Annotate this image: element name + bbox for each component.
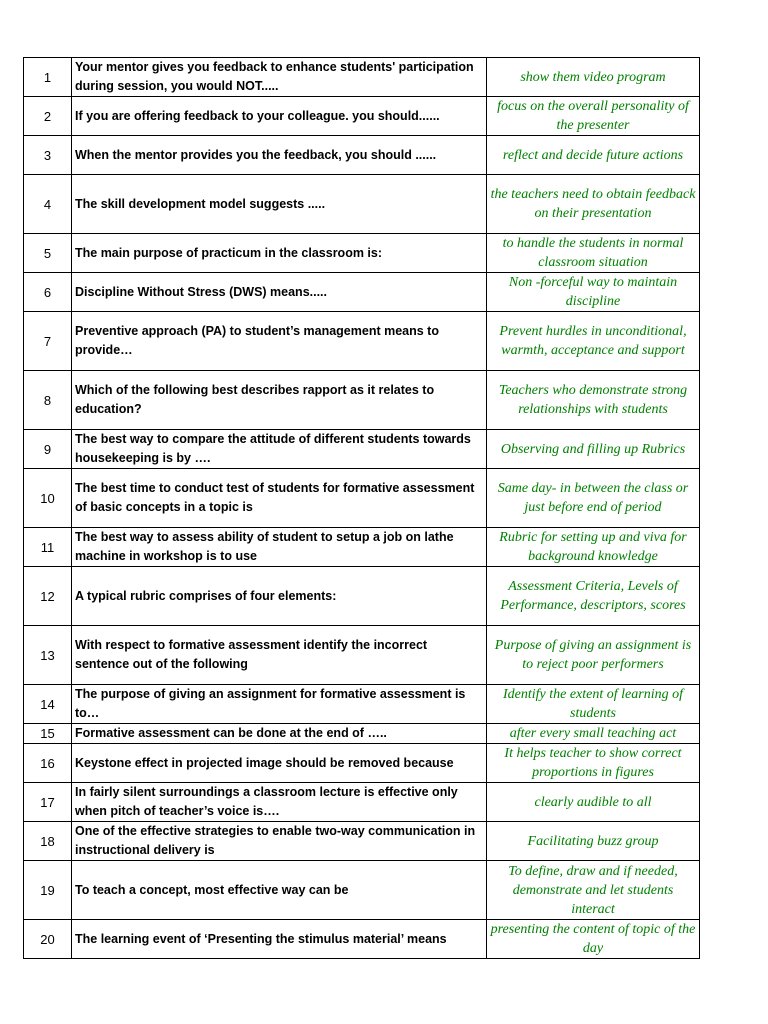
question-text: A typical rubric comprises of four elements: [72, 567, 487, 626]
table-row [24, 724, 700, 744]
question-text: The best way to compare the attitude of different students towards housekeeping is by …. [72, 430, 487, 469]
table-row [24, 430, 700, 469]
answer-text: Purpose of giving an assignment is to reject poor performers [487, 626, 700, 685]
question-text: Keystone effect in projected image should be removed because [72, 744, 487, 783]
answer-text: the teachers need to obtain feedback on their presentation [487, 175, 700, 234]
question-text: Your mentor gives you feedback to enhance students' participation during session, you would NOT..... [72, 58, 487, 97]
question-text: Preventive approach (PA) to student’s management means to provide… [72, 312, 487, 371]
answer-text: Facilitating buzz group [487, 822, 700, 861]
question-number: 3 [24, 136, 72, 175]
table-row [24, 567, 700, 626]
question-text: The purpose of giving an assignment for formative assessment is to… [72, 685, 487, 724]
answer-text: It helps teacher to show correct proportions in figures [487, 744, 700, 783]
qa-table [23, 57, 700, 959]
table-row [24, 744, 700, 783]
question-text: Discipline Without Stress (DWS) means..... [72, 273, 487, 312]
table-row [24, 234, 700, 273]
question-number: 15 [24, 724, 72, 744]
answer-text: reflect and decide future actions [487, 136, 700, 175]
question-text: One of the effective strategies to enable two-way communication in instructional delivery is [72, 822, 487, 861]
table-row [24, 822, 700, 861]
table-row [24, 58, 700, 97]
table-row [24, 626, 700, 685]
table-row [24, 469, 700, 528]
table-row [24, 920, 700, 959]
question-number: 5 [24, 234, 72, 273]
question-number: 7 [24, 312, 72, 371]
answer-text: Non -forceful way to maintain discipline [487, 273, 700, 312]
table-row [24, 97, 700, 136]
question-text: The skill development model suggests ..... [72, 175, 487, 234]
answer-text: focus on the overall personality of the presenter [487, 97, 700, 136]
table-row [24, 861, 700, 920]
answer-text: Assessment Criteria, Levels of Performance, descriptors, scores [487, 567, 700, 626]
question-number: 1 [24, 58, 72, 97]
question-text: If you are offering feedback to your colleague. you should...... [72, 97, 487, 136]
question-number: 11 [24, 528, 72, 567]
answer-text: clearly audible to all [487, 783, 700, 822]
qa-table-body [24, 58, 700, 959]
question-text: The main purpose of practicum in the classroom is: [72, 234, 487, 273]
answer-text: Rubric for setting up and viva for background knowledge [487, 528, 700, 567]
question-text: The best way to assess ability of student to setup a job on lathe machine in workshop is to use [72, 528, 487, 567]
question-number: 10 [24, 469, 72, 528]
question-text: With respect to formative assessment identify the incorrect sentence out of the following [72, 626, 487, 685]
question-number: 20 [24, 920, 72, 959]
question-text: Formative assessment can be done at the end of ….. [72, 724, 487, 744]
question-text: When the mentor provides you the feedback, you should ...... [72, 136, 487, 175]
answer-text: To define, draw and if needed, demonstrate and let students interact [487, 861, 700, 920]
table-row [24, 783, 700, 822]
table-row [24, 371, 700, 430]
answer-text: Prevent hurdles in unconditional, warmth, acceptance and support [487, 312, 700, 371]
table-row [24, 273, 700, 312]
question-number: 19 [24, 861, 72, 920]
question-text: In fairly silent surroundings a classroom lecture is effective only when pitch of teacher’s voice is…. [72, 783, 487, 822]
answer-text: after every small teaching act [487, 724, 700, 744]
table-row [24, 528, 700, 567]
answer-text: show them video program [487, 58, 700, 97]
question-text: The learning event of ‘Presenting the stimulus material’ means [72, 920, 487, 959]
question-number: 17 [24, 783, 72, 822]
question-text: The best time to conduct test of students for formative assessment of basic concepts in a topic is [72, 469, 487, 528]
table-row [24, 685, 700, 724]
table-row [24, 312, 700, 371]
question-number: 14 [24, 685, 72, 724]
question-number: 9 [24, 430, 72, 469]
question-text: To teach a concept, most effective way can be [72, 861, 487, 920]
question-number: 2 [24, 97, 72, 136]
question-text: Which of the following best describes rapport as it relates to education? [72, 371, 487, 430]
answer-text: to handle the students in normal classroom situation [487, 234, 700, 273]
table-row [24, 175, 700, 234]
question-number: 4 [24, 175, 72, 234]
question-number: 12 [24, 567, 72, 626]
answer-text: presenting the content of topic of the day [487, 920, 700, 959]
answer-text: Identify the extent of learning of students [487, 685, 700, 724]
question-number: 13 [24, 626, 72, 685]
question-number: 18 [24, 822, 72, 861]
answer-text: Same day- in between the class or just before end of period [487, 469, 700, 528]
question-number: 6 [24, 273, 72, 312]
question-number: 16 [24, 744, 72, 783]
table-row [24, 136, 700, 175]
answer-text: Teachers who demonstrate strong relationships with students [487, 371, 700, 430]
question-number: 8 [24, 371, 72, 430]
answer-text: Observing and filling up Rubrics [487, 430, 700, 469]
